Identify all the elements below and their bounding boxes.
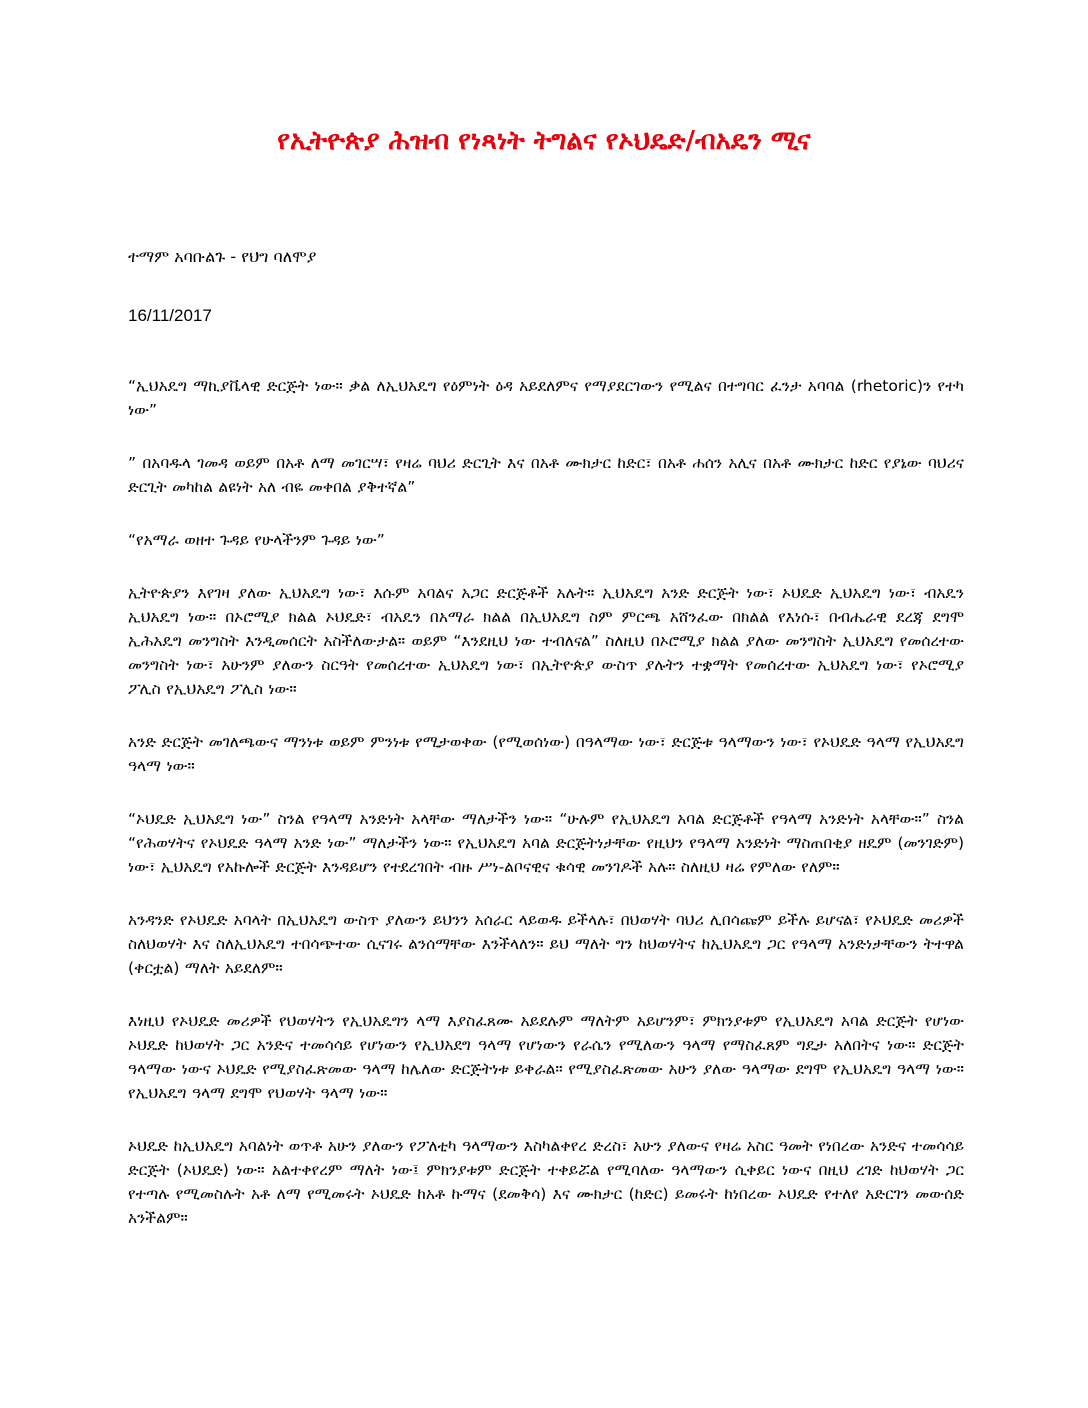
body-paragraph: አንዳንድ የኦህዴድ አባላት በኢህአዴግ ውስጥ ያለውን ይህንን አሰራር ላይወዱ ይችላሉ፣ በህወሃት ባህሪ ሊበሳጩም ይችሉ ይሆናል፣ የኦህዴድ መሪዎች ስለህወሃት እና ስለኢህአዴግ ተበሳጭተው ሲናገሩ ልንሰማቸው እንችላለን። ይህ ማለት ግን ከህወሃትና ከኢህአዴግ ጋር የዓላማ አንድነታቸውን ትተዋል (ቀርቷል) ማለት አይደለም። bbox=[128, 911, 964, 977]
document-title: የኢትዮጵያ ሕዝብ የነጻነት ትግልና የኦህዴድ/ብአዴን ሚና bbox=[277, 126, 811, 156]
author-line: ተማም አባቡልጉ - የህግ ባለሞያ bbox=[128, 247, 317, 266]
quote-paragraph: ” በአባዱላ ገመዳ ወይም በአቶ ለማ መገርሣ፣ የዛሬ ባህሪ ድርጊት እና በአቶ ሙክታር ከድር፣ በአቶ ሐሰን አሊና በአቶ ሙክታር ከድር የያኔው ባህሪና ድርጊት መካከል ልዩነት አለ ብዬ መቀበል ያቅተኛል” bbox=[128, 454, 964, 496]
document-date: 16/11/2017 bbox=[128, 306, 212, 325]
body-paragraph: አንድ ድርጅት መገለጫውና ማንነቱ ወይም ምንነቱ የሚታወቀው (የሚወሰነው) በዓላማው ነው፣ ድርጅቱ ዓላማውን ነው፣ የኦህዴድ ዓላማ የኢህአዴግ ዓላማ ነው። bbox=[128, 733, 964, 775]
body-paragraph: ኦህዴድ ከኢህአዴግ አባልነት ወጥቶ አሁን ያለውን የፖለቲካ ዓላማውን እስካልቀየረ ድረስ፣ አሁን ያለውና የዛሬ አስር ዓመት የነበረው አንድና ተመሳሳይ ድርጅት (ኦህዴድ) ነው። አልተቀየረም ማለት ነው፤ ምክንያቱም ድርጅት ተቀይሯል የሚባለው ዓላማውን ሲቀይር ነውና በዚህ ረገድ ከህወሃት ጋር የተጣሉ የሚመስሉት አቶ ለማ የሚመሩት ኦህዴድ ከአቶ ኩማና (ደመቅሳ) እና ሙክታር (ከድር) ይመሩት ከነበረው ኦህዴድ የተለየ አድርገን መውሰድ አንችልም። bbox=[128, 1137, 964, 1227]
body-paragraph: እነዚህ የኦህዴድ መሪዎች የህወሃትን የኢህአዴግን ላማ እያስፈጸሙ አይደሉም ማለትም አይሆንም፣ ምክንያቱም የኢህአዴግ አባል ድርጅት የሆነው ኦህዴድ ከህወሃት ጋር አንድና ተመሳሳይ የሆነውን የኢህአደግ ዓላማ የሆነውን የራሴን የሚለውን ዓላማ የማስፈጸም ግዴታ አለበትና ነው። ድርጅት ዓላማው ነውና ኦህዴድ የሚያስፈጽመው ዓላማ ከሌለው ድርጅትነቱ ይቀራል። የሚያስፈጽመው አሁን ያለው ዓላማው ደግሞ የኢህአዴግ ዓላማ ነው። የኢህአዴግ ዓላማ ደግሞ የህወሃት ዓላማ ነው። bbox=[128, 1012, 964, 1102]
quote-paragraph: “ኢህአዴግ ማኪያቬላዊ ድርጅት ነው። ቃል ለኢህአዴግ የዕምነት ዕዳ አይደለምና የማያደርገውን የሚልና በተግባር ፈንታ አባባል (rhetoric)ን የተካ ነው” bbox=[128, 377, 964, 419]
body-paragraph: ኢትዮጵያን እየገዛ ያለው ኢህአዴግ ነው፣ እሱም አባልና አጋር ድርጅቶች አሉት። ኢህአዴግ አንድ ድርጅት ነው፣ ኦህዴድ ኢህአዴግ ነው፣ ብአዴን ኢህአዴግ ነው። በኦሮሚያ ክልል ኦህዴድ፣ ብአዴን በአማራ ክልል በኢህአዴግ ስም ምርጫ አሸንፈው በክልል የእነሱ፣ በብሔራዊ ደረጃ ደግሞ ኢሕአዴግ መንግስት እንዲመሰርት አስችለውታል። ወይም “እንደዚህ ነው ተብለናል” ስለዚህ በኦሮሚያ ክልል ያለው መንግስት ኢህአዴግ የመሰረተው መንግስት ነው፣ አሁንም ያለውን ስርዓት የመሰረተው ኢህአዴግ ነው፣ በኢትዮጵያ ውስጥ ያሉትን ተቋማት የመሰረተው ኢህአዴግ ነው፣ የኦሮሚያ ፖሊስ የኢህአዴግ ፖሊስ ነው። bbox=[128, 584, 964, 698]
quote-paragraph: “የአማራ ወዘተ ጉዳይ የሁላችንም ጉዳይ ነው” bbox=[128, 531, 385, 549]
body-paragraph: “ኦህዴድ ኢህአዴግ ነው” ስንል የዓላማ አንድነት አላቸው ማለታችን ነው። “ሁሉም የኢህአዴግ አባል ድርጅቶች የዓላማ አንድነት አላቸው።” ስንል “የሕወሃትና የኦህዴድ ዓላማ አንድ ነው” ማለታችን ነው። የኢህአዴግ አባል ድርጅትነታቸው የዚህን የዓላማ አንድነት ማስጠበቂያ ዘዴም (መንገድም) ነው፣ ኢህአዴግ የአኩሎች ድርጅት እንዳይሆን የተደረገበት ብዙ ሥነ-ልቦናዊና ቁሳዊ መንገዶች አሉ። ስለዚህ ዛሬ የምለው የለም። bbox=[128, 810, 964, 876]
document-body bbox=[128, 374, 964, 1259]
